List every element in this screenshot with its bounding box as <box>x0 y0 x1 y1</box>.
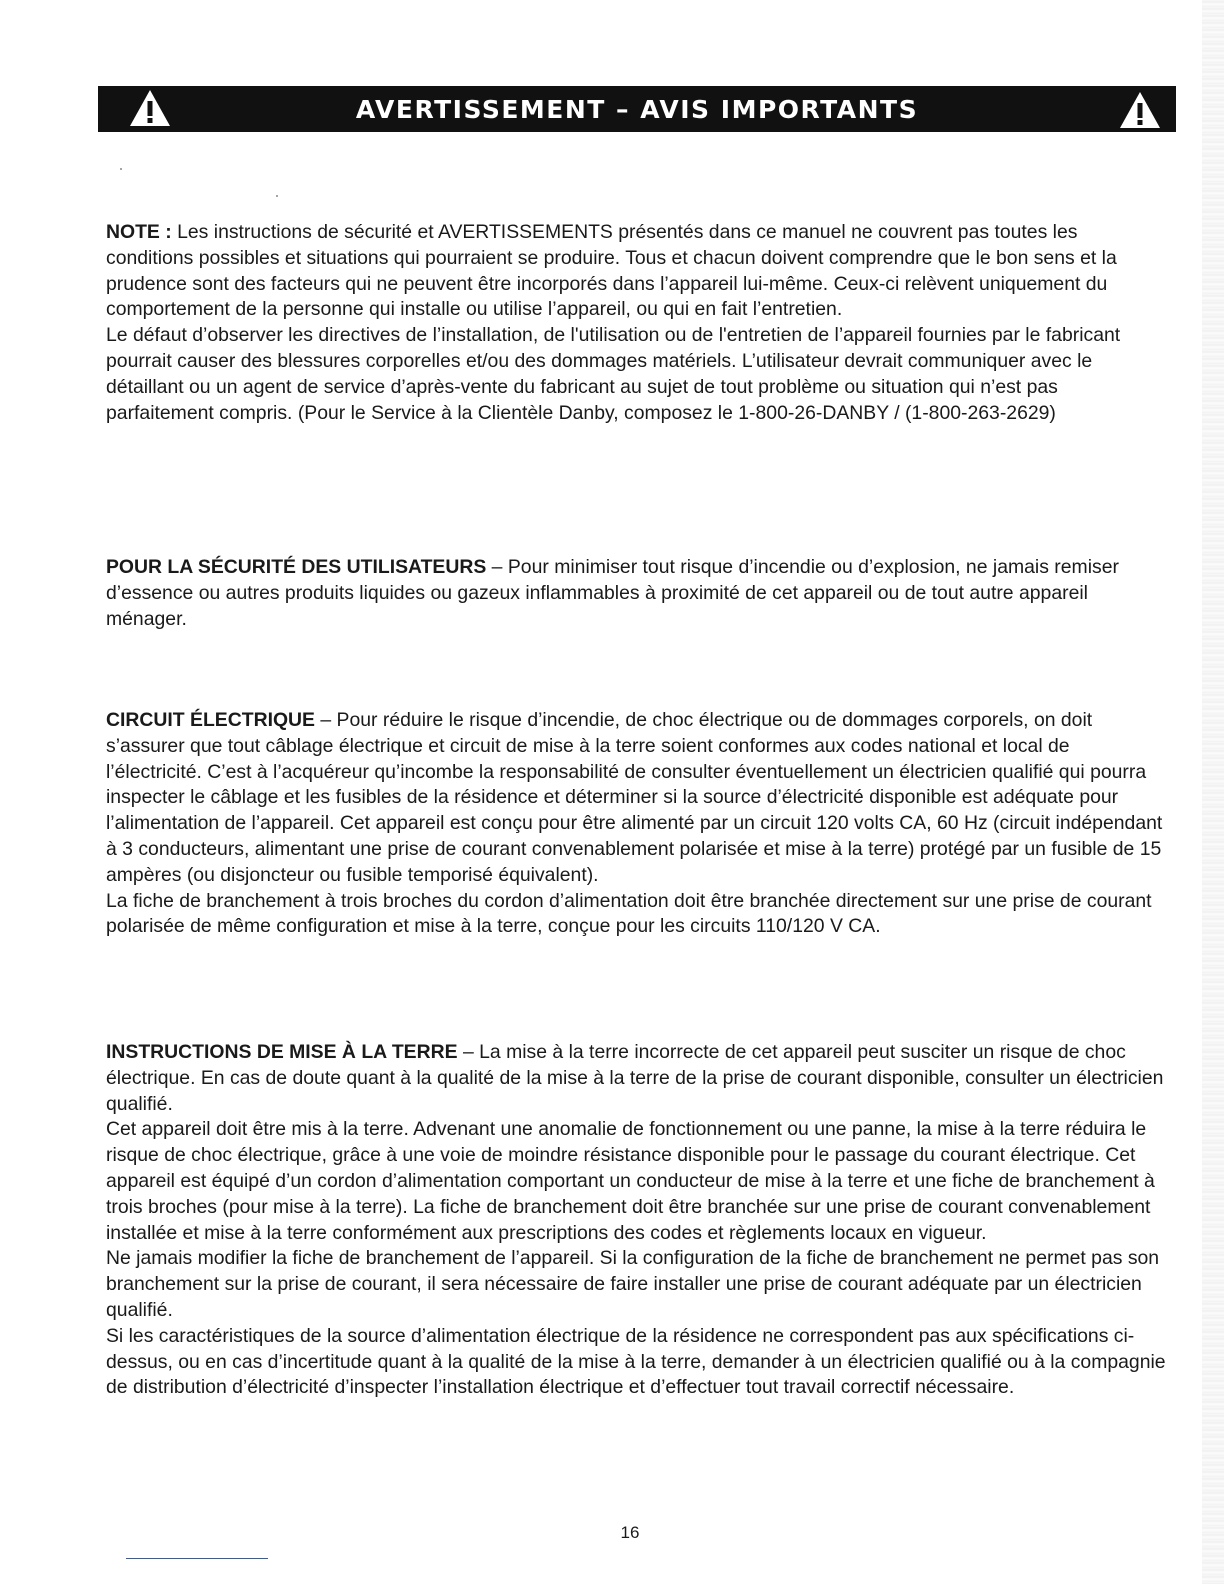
banner-title: AVERTISSEMENT – AVIS IMPORTANTS <box>355 94 919 124</box>
warning-triangle-icon <box>128 88 172 128</box>
scan-speck <box>276 195 278 197</box>
user-safety-lead: POUR LA SÉCURITÉ DES UTILISATEURS <box>106 556 487 578</box>
user-safety-section <box>106 555 1166 632</box>
electric-circuit-section <box>106 708 1166 940</box>
scan-edge-texture <box>1202 0 1224 1584</box>
grounding-paragraph-4: Si les caractéristiques de la source d’alimentation électrique de la résidence ne correspondent pas aux spécifications ci-dessus, ou en cas d’incertitude quant à la qualité de la mise à la terre, demander à un électricien qualifié ou à la compagnie de distribution d’électricité d’inspecter l’installation électrique et d’effectuer tout travail correctif nécessaire. <box>106 1324 1166 1399</box>
note-lead: NOTE : <box>106 221 172 243</box>
grounding-paragraph-3: Ne jamais modifier la fiche de branchement de l’appareil. Si la configuration de la fiche de branchement ne permet pas son branchement sur la prise de courant, il sera nécessaire de faire installer une prise de courant adéquate par un électricien qualifié. <box>106 1247 1160 1321</box>
grounding-paragraph-1: INSTRUCTIONS DE MISE À LA TERRE – La mise à la terre incorrecte de cet appareil peut susciter un risque de choc électrique. En cas de doute quant à la qualité de la mise à la terre de la prise de courant disponible, consulter un électricien qualifié. <box>106 1041 1164 1115</box>
note-paragraph-1: NOTE : Les instructions de sécurité et AVERTISSEMENTS présentés dans ce manuel ne couvrent pas toutes les conditions possibles et situations qui pourraient se produire. Tous et chacun doivent comprendre que le bon sens et la prudence sont des facteurs qui ne peuvent être incorporés dans l’appareil lui-même. Ceux-ci relèvent uniquement du comportement de la personne qui installe ou utilise l’appareil, ou qui en fait l’entretien. <box>106 221 1117 321</box>
electric-circuit-paragraph-2: La fiche de branchement à trois broches du cordon d’alimentation doit être branchée directement sur une prise de courant polarisée de même configuration et mise à la terre, conçue pour les circuits 110/120 V CA. <box>106 889 1152 938</box>
scan-speck <box>120 168 122 170</box>
warning-banner <box>98 86 1176 132</box>
note-section <box>106 220 1166 426</box>
grounding-paragraph-2: Cet appareil doit être mis à la terre. Advenant une anomalie de fonctionnement ou une panne, la mise à la terre réduira le risque de choc électrique, grâce à une voie de moindre résistance disponible pour le passage du courant électrique. Cet appareil est équipé d’un cordon d’alimentation comportant un conducteur de mise à la terre et une fiche de branchement à trois broches (pour mise à la terre). La fiche de branchement doit être branchée sur une prise de courant convenablement installée et mise à la terre conformément aux prescriptions des codes et règlements locaux en vigueur. <box>106 1118 1155 1244</box>
user-safety-paragraph: POUR LA SÉCURITÉ DES UTILISATEURS – Pour minimiser tout risque d’incendie ou d’explosion, ne jamais remiser d’essence ou autres produits liquides ou gazeux inflammables à proximité de cet appareil ou de tout autre appareil ménager. <box>106 556 1119 630</box>
grounding-section <box>106 1040 1166 1401</box>
electric-circuit-paragraph-1: CIRCUIT ÉLECTRIQUE – Pour réduire le risque d’incendie, de choc électrique ou de dommages corporels, on doit s’assurer que tout câblage électrique et circuit de mise à la terre soient conformes aux codes national et local de l’électricité. C’est à l’acquéreur qu’incombe la responsabilité de consulter éventuellement un électricien qualifié qui pourra inspecter le câblage et les fusibles de la résidence et déterminer si la source d’électricité disponible est adéquate pour l’alimentation de l’appareil. Cet appareil est conçu pour être alimenté par un circuit 120 volts CA, 60 Hz (circuit indépendant à 3 conducteurs, alimentant une prise de courant convenablement polarisée et mise à la terre) protégé par un fusible de 15 ampères (ou disjoncteur ou fusible temporisé équivalent). <box>106 709 1163 886</box>
page-number: 16 <box>620 1523 640 1542</box>
grounding-lead: INSTRUCTIONS DE MISE À LA TERRE <box>106 1041 458 1063</box>
electric-circuit-lead: CIRCUIT ÉLECTRIQUE <box>106 709 315 731</box>
note-paragraph-2: Le défaut d’observer les directives de l’installation, de l'utilisation ou de l'entretien de l’appareil fournies par le fabricant pourrait causer des blessures corporelles et/ou des dommages matériels. L’utilisateur devrait communiquer avec le détaillant ou un agent de service d’après-vente du fabricant au sujet de tout problème ou situation qui n’est pas parfaitement compris. (Pour le Service à la Clientèle Danby, composez le 1-800-26-DANBY / (1-800-263-2629) <box>106 324 1121 424</box>
footer-rule <box>126 1558 268 1559</box>
warning-triangle-icon <box>1118 90 1162 130</box>
